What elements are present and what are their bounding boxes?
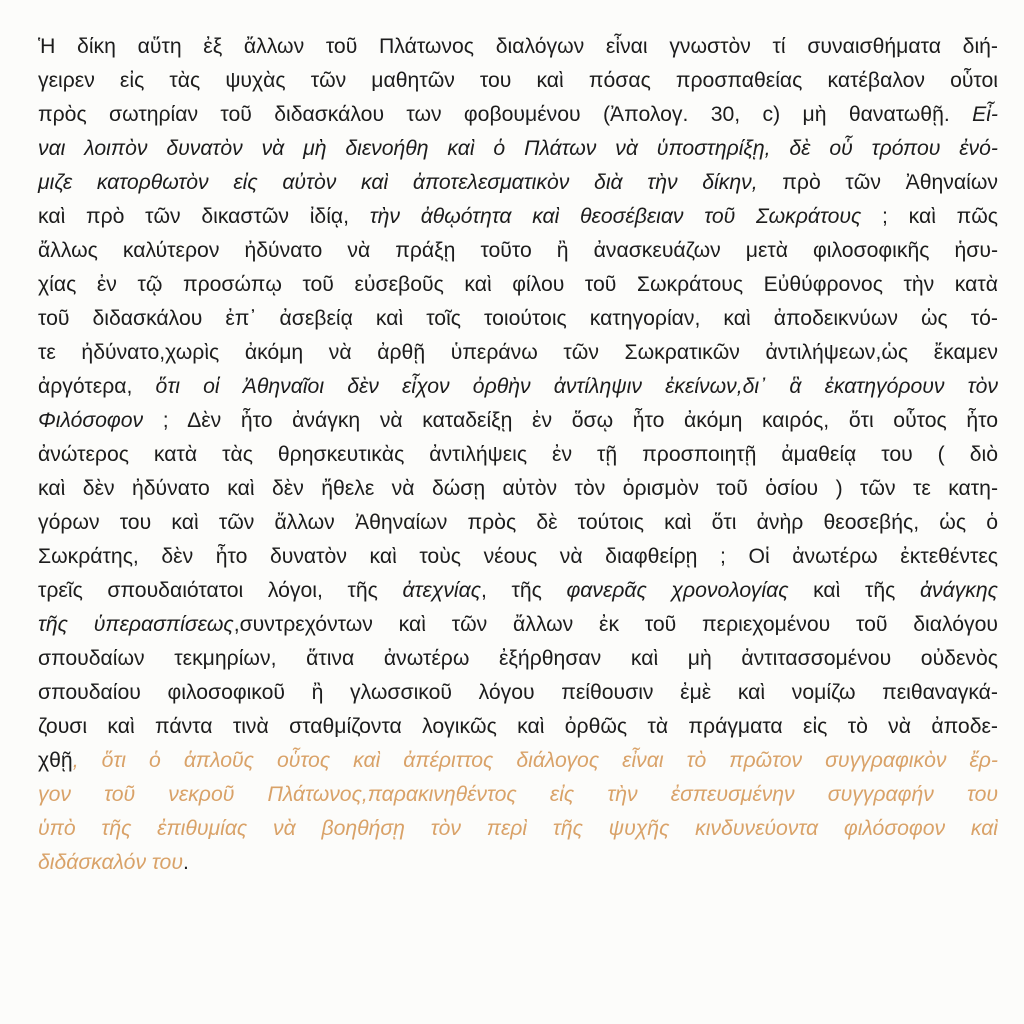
body-text: ; Δὲν ἦτο ἀνάγκη νὰ καταδείξῃ ἐν ὅσῳ ἦτο ἀκόμη καιρός, ὅτι οὗτος ἦτο bbox=[143, 409, 998, 432]
body-text: τρεῖς σπουδαιότατοι λόγοι, τῆς bbox=[38, 579, 403, 602]
text-line bbox=[38, 608, 998, 642]
text-line bbox=[38, 710, 998, 744]
body-text: τε ἠδύνατο,χωρὶς ἀκόμη νὰ ἀρθῇ ὑπεράνω τῶν Σωκρατικῶν ἀντιλήψεων,ὡς ἔκαμεν bbox=[38, 341, 998, 364]
body-text: ἀργότερα, bbox=[38, 375, 156, 398]
highlighted-text: ὑπὸ τῆς ἐπιθυμίας νὰ βοηθήσῃ τὸν περὶ τῆς ψυχῆς κινδυνεύοντα φιλόσοφον καὶ bbox=[38, 817, 998, 840]
body-text: Ἡ δίκη αὕτη ἐξ ἄλλων τοῦ Πλάτωνος διαλόγων εἶναι γνωστὸν τί συναισθήματα διή- bbox=[38, 35, 998, 58]
body-text: ἀνώτερος κατὰ τὰς θρησκευτικὰς ἀντιλήψεις ἐν τῇ προσποιητῇ ἀμαθείᾳ του ( διὸ bbox=[38, 443, 998, 466]
text-line bbox=[38, 200, 998, 234]
text-line bbox=[38, 676, 998, 710]
text-line bbox=[38, 234, 998, 268]
text-line bbox=[38, 540, 998, 574]
body-text: χίας ἐν τῷ προσώπῳ τοῦ εὐσεβοῦς καὶ φίλου τοῦ Σωκράτους Εὐθύφρονος τὴν κατὰ bbox=[38, 273, 998, 296]
italic-text: τὴν ἀθῳότητα καὶ θεοσέβειαν τοῦ Σωκράτους bbox=[369, 205, 862, 228]
highlighted-text: διδάσκαλόν του bbox=[38, 851, 183, 874]
body-text: γειρεν εἰς τὰς ψυχὰς τῶν μαθητῶν του καὶ πόσας προσπαθείας κατέβαλον οὗτοι bbox=[38, 69, 998, 92]
italic-text: μιζε κατορθωτὸν εἰς αὐτὸν καὶ ἀποτελεσματικὸν διὰ τὴν δίκην, bbox=[38, 171, 783, 194]
italic-text: ἀνάγκης bbox=[919, 579, 998, 602]
body-text: , τῆς bbox=[481, 579, 567, 602]
body-text: καὶ τῆς bbox=[788, 579, 920, 602]
body-text: σπουδαίου φιλοσοφικοῦ ἢ γλωσσικοῦ λόγου πείθουσιν ἐμὲ καὶ νομίζω πειθαναγκά- bbox=[38, 681, 998, 704]
text-line bbox=[38, 132, 998, 166]
text-line bbox=[38, 812, 998, 846]
text-line bbox=[38, 506, 998, 540]
text-line bbox=[38, 744, 998, 778]
text-line bbox=[38, 778, 998, 812]
text-line bbox=[38, 438, 998, 472]
italic-text: Εἶ- bbox=[972, 103, 998, 126]
body-text: πρὸς σωτηρίαν τοῦ διδασκάλου των φοβουμένου (Ἀπολογ. 30, c) μὴ θανατωθῇ. bbox=[38, 103, 973, 126]
body-text: χθῇ bbox=[38, 749, 73, 772]
body-text: ; καὶ πῶς bbox=[861, 205, 998, 228]
text-line bbox=[38, 642, 998, 676]
body-text: . bbox=[182, 851, 189, 874]
body-text: γόρων του καὶ τῶν ἄλλων Ἀθηναίων πρὸς δὲ τούτοις καὶ ὅτι ἀνὴρ θεοσεβής, ὡς ὁ bbox=[38, 511, 998, 534]
text-line bbox=[38, 302, 998, 336]
body-text: σπουδαίων τεκμηρίων, ἅτινα ἀνωτέρω ἐξήρθησαν καὶ μὴ ἀντιτασσομένου οὐδενὸς bbox=[38, 647, 998, 670]
text-line bbox=[38, 846, 998, 880]
body-text: καὶ δὲν ἠδύνατο καὶ δὲν ἤθελε νὰ δώσῃ αὐτὸν τὸν ὁρισμὸν τοῦ ὁσίου ) τῶν τε κατη- bbox=[38, 477, 998, 500]
text-line bbox=[38, 98, 998, 132]
italic-text: Φιλόσοφον bbox=[38, 409, 144, 432]
text-line bbox=[38, 166, 998, 200]
italic-text: τῆς ὑπερασπίσεως bbox=[38, 613, 234, 636]
text-line bbox=[38, 30, 998, 64]
text-line bbox=[38, 404, 998, 438]
body-text: Σωκράτης, δὲν ἦτο δυνατὸν καὶ τοὺς νέους νὰ διαφθείρῃ ; Οἱ ἀνωτέρω ἐκτεθέντες bbox=[38, 545, 998, 568]
italic-text: φανερᾶς χρονολογίας bbox=[566, 579, 789, 602]
text-line bbox=[38, 574, 998, 608]
greek-text-paragraph bbox=[38, 30, 998, 880]
text-line bbox=[38, 370, 998, 404]
body-text: καὶ πρὸ τῶν δικαστῶν ἰδίᾳ, bbox=[38, 205, 370, 228]
body-text: πρὸ τῶν Ἀθηναίων bbox=[782, 171, 998, 194]
body-text: ,συντρεχόντων καὶ τῶν ἄλλων ἐκ τοῦ περιεχομένου τοῦ διαλόγου bbox=[233, 613, 998, 636]
highlighted-text: γον τοῦ νεκροῦ Πλάτωνος,παρακινηθέντος εἰς τὴν ἐσπευσμένην συγγραφήν του bbox=[38, 783, 998, 806]
text-line bbox=[38, 64, 998, 98]
text-line bbox=[38, 472, 998, 506]
body-text: ζουσι καὶ πάντα τινὰ σταθμίζοντα λογικῶς καὶ ὀρθῶς τὰ πράγματα εἰς τὸ νὰ ἀποδε- bbox=[38, 715, 998, 738]
italic-text: ναι λοιπὸν δυνατὸν νὰ μὴ διενοήθη καὶ ὁ Πλάτων νὰ ὑποστηρίξῃ, δὲ οὗ τρόπου ἐνό- bbox=[38, 137, 998, 160]
italic-text: ἀτεχνίας bbox=[402, 579, 482, 602]
body-text: τοῦ διδασκάλου ἐπ᾽ ἀσεβείᾳ καὶ τοῖς τοιούτοις κατηγορίαν, καὶ ἀποδεικνύων ὡς τό- bbox=[38, 307, 998, 330]
text-line bbox=[38, 336, 998, 370]
body-text: ἄλλως καλύτερον ἠδύνατο νὰ πράξῃ τοῦτο ἢ ἀνασκευάζων μετὰ φιλοσοφικῆς ἡσυ- bbox=[38, 239, 998, 262]
highlighted-text: , ὅτι ὁ ἁπλοῦς οὗτος καὶ ἀπέριττος διάλογος εἶναι τὸ πρῶτον συγγραφικὸν ἔρ- bbox=[72, 749, 998, 772]
text-line bbox=[38, 268, 998, 302]
italic-text: ὅτι οἱ Ἀθηναῖοι δὲν εἶχον ὀρθὴν ἀντίληψιν ἐκείνων,δι᾽ ἃ ἐκατηγόρουν τὸν bbox=[155, 375, 998, 398]
